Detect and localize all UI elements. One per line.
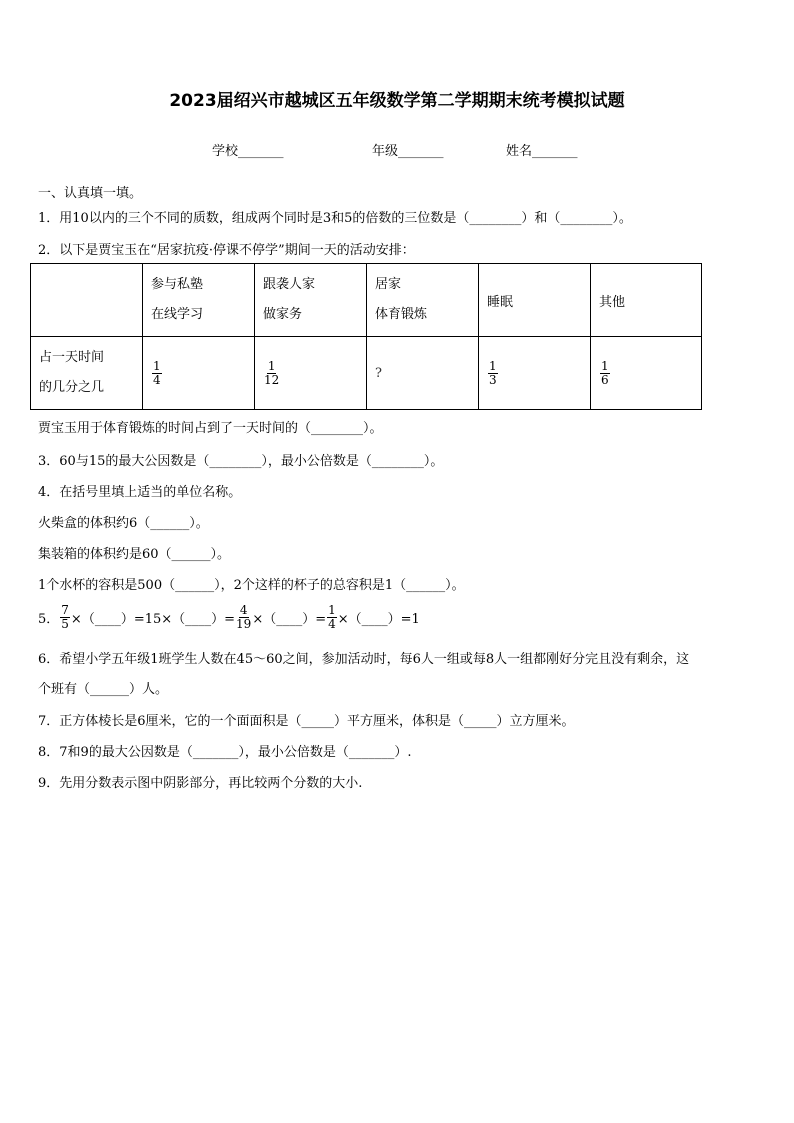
fraction-cell: $\frac{1}{12}$ [255, 337, 367, 410]
fraction: $\frac{7}{5}$ [61, 602, 69, 631]
fraction-cell: $\frac{1}{3}$ [479, 337, 591, 410]
table-header-cell: 参与私塾 在线学习 [143, 264, 255, 337]
question-5: 5． $\frac{7}{5}$ ×（____）=15×（____）= $\frac{4}{19}$ ×（____）= $\frac{1}{4}$ ×（____）=1 [38, 602, 420, 631]
section-heading: 一、认真填一填。 [38, 186, 143, 201]
question-4a: 火柴盒的体积约6（______）。 [38, 516, 209, 531]
table-header-row [31, 264, 702, 337]
table-header-cell: 居家 体育锻炼 [367, 264, 479, 337]
question-2-intro: 2．以下是贾宝玉在“居家抗疫·停课不停学”期间一天的活动安排： [38, 243, 415, 258]
activity-table [30, 263, 702, 410]
table-row [31, 337, 702, 410]
question-1: 1．用10以内的三个不同的质数，组成两个同时是3和5的倍数的三位数是（________）和（________）。 [38, 211, 632, 226]
question-4b: 集装箱的体积约是60（______）。 [38, 547, 231, 562]
question-4c: 1个水杯的容积是500（______），2个这样的杯子的总容积是1（______）。 [38, 578, 465, 593]
grade-field: 年级_______ [372, 144, 444, 159]
table-header-cell [31, 264, 143, 337]
question-6-line1: 6．希望小学五年级1班学生人数在45～60之间，参加活动时，每6人一组或每8人一组都刚好分完且没有剩余，这 [38, 652, 690, 667]
row-label: 占一天时间 的几分之几 [31, 337, 143, 410]
question-3: 3．60与15的最大公因数是（________），最小公倍数是（________）。 [38, 454, 444, 469]
fraction: $\frac{1}{4}$ [328, 602, 336, 631]
question-9: 9．先用分数表示图中阴影部分，再比较两个分数的大小. [38, 776, 363, 791]
unknown-cell: ? [367, 337, 479, 410]
fraction: $\frac{4}{19}$ [236, 602, 252, 631]
page-title: 2023届绍兴市越城区五年级数学第二学期期末统考模拟试题 [169, 91, 625, 111]
table-header-cell: 睡眠 [479, 264, 591, 337]
question-4: 4．在括号里填上适当的单位名称。 [38, 485, 242, 500]
question-6-line2: 个班有（______）人。 [38, 682, 169, 697]
fraction-cell: $\frac{1}{4}$ [143, 337, 255, 410]
fraction-cell: $\frac{1}{6}$ [591, 337, 702, 410]
school-field: 学校_______ [212, 144, 284, 159]
name-field: 姓名_______ [506, 144, 578, 159]
question-2-question: 贾宝玉用于体育锻炼的时间占到了一天时间的（________）。 [38, 421, 383, 436]
question-7: 7．正方体棱长是6厘米，它的一个面面积是（_____）平方厘米，体积是（_____）立方厘米。 [38, 714, 575, 729]
table-header-cell: 跟袭人家 做家务 [255, 264, 367, 337]
question-8: 8．7和9的最大公因数是（_______），最小公倍数是（_______）. [38, 745, 412, 760]
table-header-cell: 其他 [591, 264, 702, 337]
